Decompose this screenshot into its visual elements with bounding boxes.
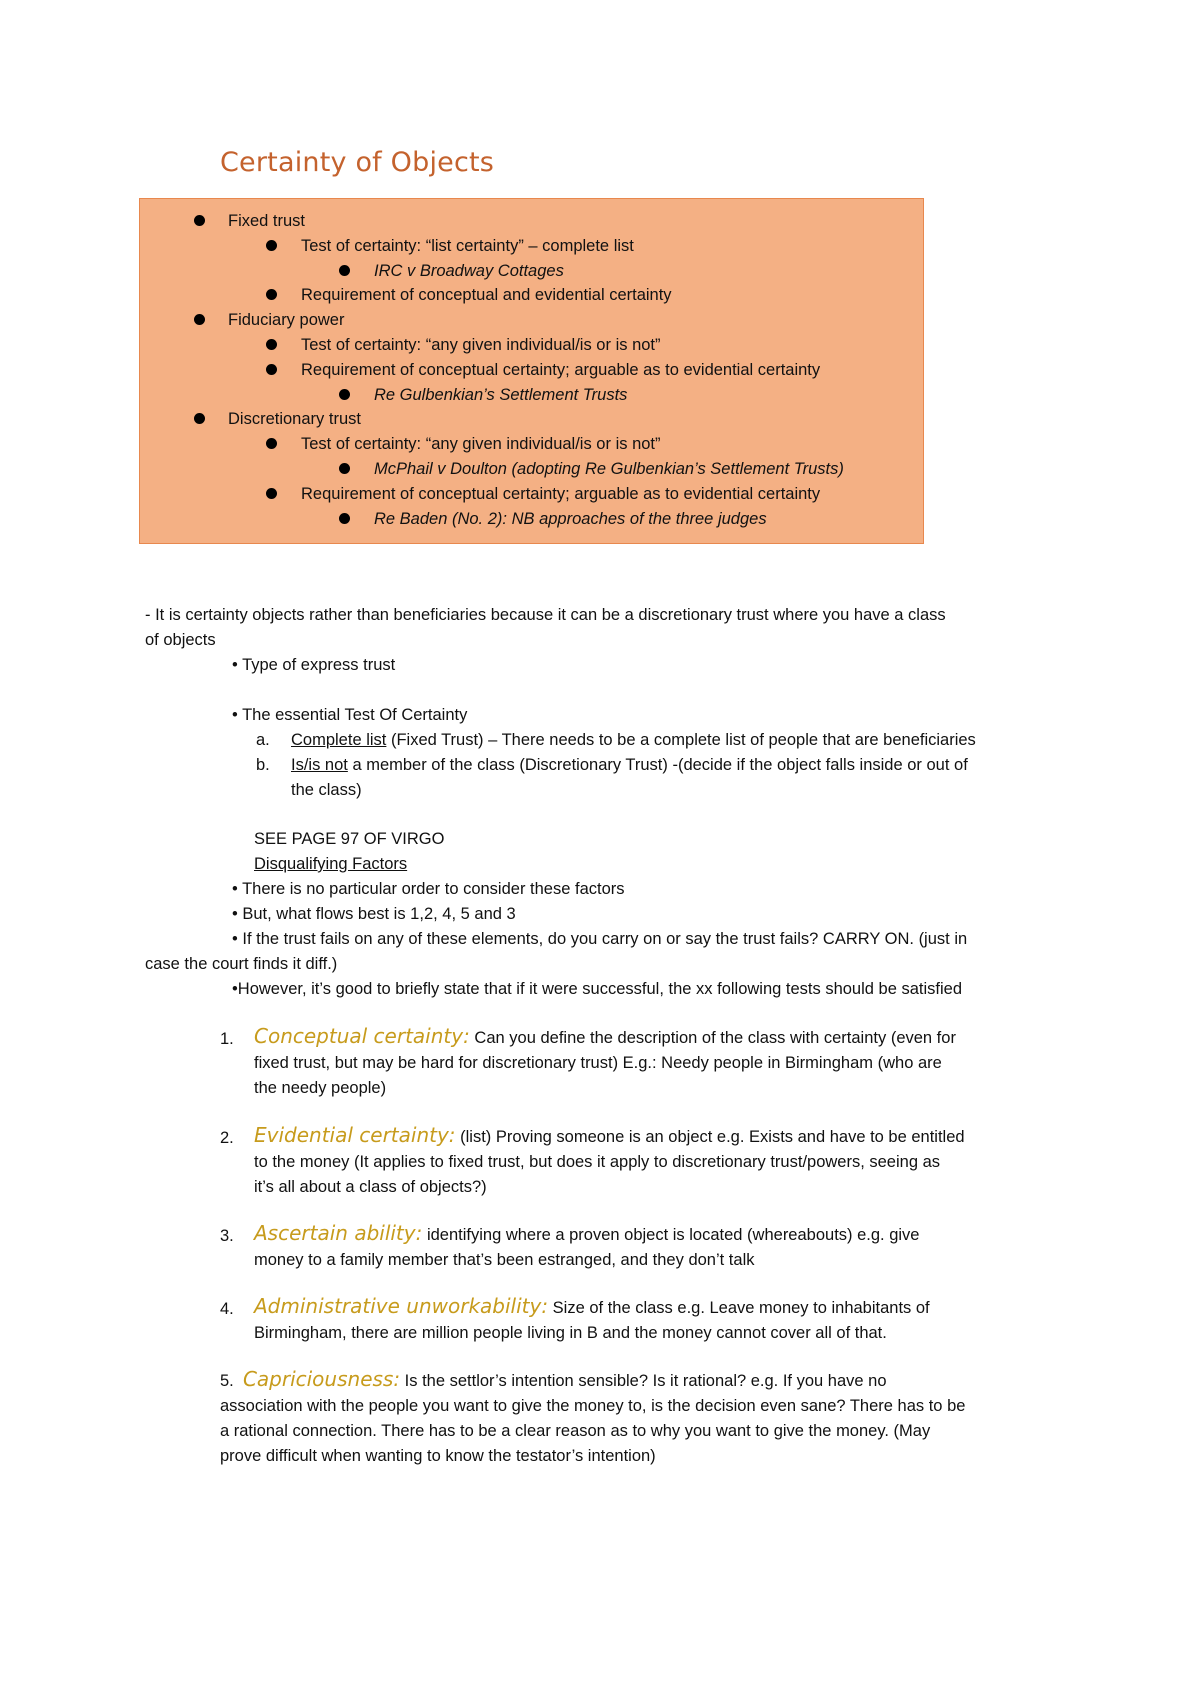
list-item: Fiduciary power	[228, 310, 344, 330]
list-item: Requirement of conceptual certainty; arguable as to evidential certainty	[301, 360, 820, 380]
factor-item: Administrative unworkability: Size of the class e.g. Leave money to inhabitants of Birmingham, there are million people living in B and the money cannot cover all of that.	[254, 1294, 930, 1342]
factor-item: 5. Capriciousness: Is the settlor’s intention sensible? Is it rational? e.g. If you have no association with the people you want to give the money to, is the decision even sane? There has to be a rational connection. There has to be a clear reason as to why you want to give the money. (May prove difficult when wanting to know the testator’s intention)	[220, 1367, 966, 1465]
factor-heading: Evidential certainty:	[254, 1123, 456, 1147]
list-item: Fixed trust	[228, 211, 305, 231]
factor-item: Ascertain ability: identifying where a proven object is located (whereabouts) e.g. give money to a family member that’s been estranged, and they don’t talk	[254, 1221, 920, 1269]
disqualifying-heading: Disqualifying Factors	[254, 855, 408, 873]
intro-text: - It is certainty objects rather than beneficiaries because it can be a discretionary trust where you have a class	[145, 606, 946, 624]
list-item: Requirement of conceptual certainty; arguable as to evidential certainty	[301, 484, 820, 504]
summary-box	[139, 198, 924, 544]
note-bullet: • There is no particular order to consider these factors	[232, 880, 625, 898]
bullet-icon	[194, 215, 205, 226]
list-label-a: a.	[256, 731, 270, 749]
note-bullet: • But, what flows best is 1,2, 4, 5 and 3	[232, 905, 516, 923]
bullet-icon	[339, 513, 350, 524]
bullet-icon	[339, 389, 350, 400]
factor-heading: Ascertain ability:	[254, 1221, 423, 1245]
bullet-icon	[339, 265, 350, 276]
list-item: McPhail v Doulton (adopting Re Gulbenkian’s Settlement Trusts)	[374, 459, 844, 479]
bullet-icon	[266, 364, 277, 375]
bullet-icon	[194, 413, 205, 424]
factor-number: 4.	[220, 1300, 234, 1318]
factor-item: Conceptual certainty: Can you define the description of the class with certainty (even for fixed trust, but may be hard for discretionary trust) E.g.: Needy people in Birmingham (who are the needy people)	[254, 1024, 956, 1097]
bullet-icon	[266, 339, 277, 350]
list-item-b-cont: the class)	[291, 781, 362, 799]
note-bullet-cont: case the court finds it diff.)	[145, 955, 338, 973]
factor-number: 5.	[220, 1372, 234, 1390]
list-item: Test of certainty: “any given individual/is or is not”	[301, 434, 661, 454]
intro-text-cont: of objects	[145, 631, 216, 649]
factor-heading: Conceptual certainty	[254, 1024, 464, 1048]
factor-number: 3.	[220, 1227, 234, 1245]
factor-heading: Administrative unworkability:	[254, 1294, 549, 1318]
list-item: IRC v Broadway Cottages	[374, 261, 564, 281]
factor-heading: Capriciousness:	[242, 1367, 401, 1391]
bullet-icon	[266, 240, 277, 251]
bullet-icon	[194, 314, 205, 325]
note-bullet: •However, it’s good to briefly state that if it were successful, the xx following tests should be satisfied	[232, 980, 962, 998]
list-item: Test of certainty: “any given individual/is or is not”	[301, 335, 661, 355]
page-title: Certainty of Objects	[220, 147, 495, 178]
bullet-icon	[266, 289, 277, 300]
bullet-icon	[266, 438, 277, 449]
note-bullet: • If the trust fails on any of these elements, do you carry on or say the trust fails? CARRY ON. (just in	[232, 930, 968, 948]
factor-number: 1.	[220, 1030, 234, 1048]
bullet-icon	[339, 463, 350, 474]
factor-number: 2.	[220, 1129, 234, 1147]
list-label-b: b.	[256, 756, 270, 774]
list-item: Discretionary trust	[228, 409, 361, 429]
list-item: Re Gulbenkian’s Settlement Trusts	[374, 385, 627, 405]
note-essential-test: • The essential Test Of Certainty	[232, 706, 468, 724]
note-type: • Type of express trust	[232, 656, 396, 674]
bullet-icon	[266, 488, 277, 499]
list-item: Re Baden (No. 2): NB approaches of the three judges	[374, 509, 767, 529]
list-item: Test of certainty: “list certainty” – complete list	[301, 236, 634, 256]
list-item-b: Is/is not a member of the class (Discretionary Trust) -(decide if the object falls inside or out of	[291, 756, 968, 774]
list-item-a: Complete list (Fixed Trust) – There needs to be a complete list of people that are beneficiaries	[291, 731, 976, 749]
see-page-note: SEE PAGE 97 OF VIRGO	[254, 830, 445, 848]
list-item: Requirement of conceptual and evidential certainty	[301, 285, 672, 305]
factor-item: Evidential certainty: (list) Proving someone is an object e.g. Exists and have to be entitled to the money (It applies to fixed trust, but does it apply to discretionary trust/powers, seeing as it’s all about a class of objects?)	[254, 1123, 965, 1196]
